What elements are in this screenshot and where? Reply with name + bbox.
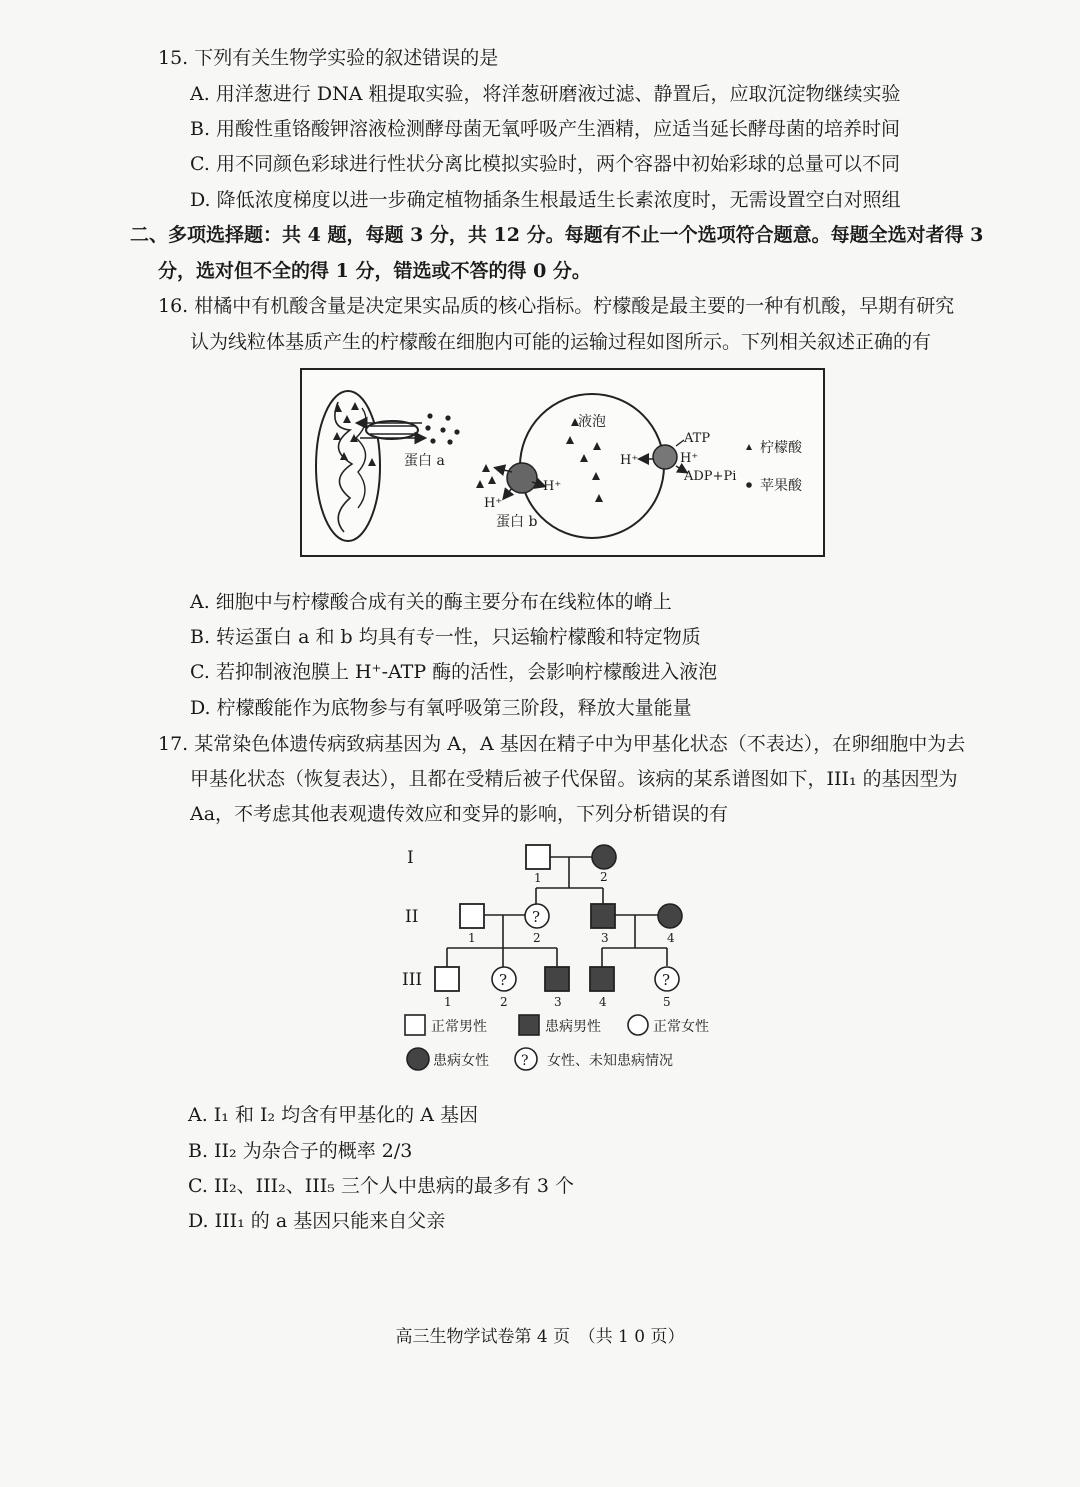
gen-label-II: II [405,907,419,927]
III-5-question-mark: ? [662,971,671,989]
legend-malic-acid: 苹果酸 [760,478,802,494]
num-I-2: 2 [600,870,608,884]
num-III-1: 1 [444,995,452,1009]
section2-title-line2: 分，选对但不全的得 1 分，错选或不答的得 0 分。 [158,260,591,282]
pedigree-chart [395,838,735,1078]
citric-acid-transport-figure [300,368,826,558]
III-2-question-mark: ? [499,971,508,989]
num-III-3: 3 [554,995,562,1009]
q17-option-a: A. I₁ 和 I₂ 均含有甲基化的 A 基因 [188,1104,478,1126]
h-plus-label-atpase-left: H⁺ [620,453,639,468]
gen-label-I: I [407,848,414,868]
q17-option-b: B. II₂ 为杂合子的概率 2/3 [188,1140,413,1162]
q16-option-c: C. 若抑制液泡膜上 H⁺-ATP 酶的活性，会影响柠檬酸进入液泡 [190,661,718,683]
num-II-3: 3 [601,931,609,945]
I-2-affected-female [592,845,616,869]
h-plus-label-atpase-right: H⁺ [680,451,699,466]
q15-option-d: D. 降低浓度梯度以进一步确定植物插条生根最适生长素浓度时，无需设置空白对照组 [190,189,901,211]
q17-option-d: D. III₁ 的 a 基因只能来自父亲 [188,1210,446,1232]
h-atpase [653,445,677,469]
legend-citric-acid: 柠檬酸 [760,440,802,456]
q17-stem-line2: 甲基化状态（恢复表达），且都在受精后被子代保留。该病的某系谱图如下，III₁ 的基因型为 [190,768,958,790]
legend-affected-male: 患病男性 [545,1019,601,1035]
II-4-affected-female [658,904,682,928]
legend-unknown-female: 女性、未知患病情况 [547,1053,673,1069]
q16-option-d: D. 柠檬酸能作为底物参与有氧呼吸第三阶段，释放大量能量 [190,697,692,719]
q17-stem-line3: Aa，不考虑其他表观遗传效应和变异的影响，下列分析错误的有 [190,803,729,825]
III-4-affected-male [590,967,614,991]
atp-label: ATP [684,431,711,446]
adp-pi-label: ADP+Pi [684,469,737,484]
h-plus-label-b-inside: H⁺ [543,479,562,494]
num-I-1: 1 [534,871,542,885]
q17-stem-line1: 17. 某常染色体遗传病致病基因为 A，A 基因在精子中为甲基化状态（不表达），在卵细胞中为去 [158,733,966,755]
section2-title-line1: 二、多项选择题：共 4 题，每题 3 分，共 12 分。每题有不止一个选项符合题意。每题全选对者得 3 [130,224,984,246]
protein-a-label: 蛋白 a [404,453,445,469]
q17-option-c: C. II₂、III₂、III₅ 三个人中患病的最多有 3 个 [188,1175,575,1197]
q16-option-a: A. 细胞中与柠檬酸合成有关的酶主要分布在线粒体的嵴上 [190,591,672,613]
q16-stem-line2: 认为线粒体基质产生的柠檬酸在细胞内可能的运输过程如图所示。下列相关叙述正确的有 [190,331,932,353]
q15-option-a: A. 用洋葱进行 DNA 粗提取实验，将洋葱研磨液过滤、静置后，应取沉淀物继续实验 [190,83,901,105]
page-footer: 高三生物学试卷第 4 页 （共 1 0 页） [395,1327,685,1347]
q15-option-c: C. 用不同颜色彩球进行性状分离比模拟实验时，两个容器中初始彩球的总量可以不同 [190,153,900,175]
num-II-4: 4 [667,931,675,945]
q16-stem-line1: 16. 柑橘中有机酸含量是决定果实品质的核心指标。柠檬酸是最主要的一种有机酸，早期有研究 [158,295,955,317]
II-3-affected-male [591,904,615,928]
h-plus-label-b-outside: H⁺ [484,496,503,511]
legend-affected-female-symbol [407,1048,429,1070]
vacuole-label: 液泡 [578,414,606,430]
q16-option-b: B. 转运蛋白 a 和 b 均具有专一性，只运输柠檬酸和特定物质 [190,626,701,648]
legend-normal-female-symbol [628,1015,648,1035]
legend-unknown-question-mark: ? [521,1053,529,1069]
III-3-affected-male [545,967,569,991]
legend-normal-male-symbol [405,1015,425,1035]
II-1-normal-male [460,904,484,928]
num-III-5: 5 [663,995,671,1009]
num-III-2: 2 [500,995,508,1009]
protein-b-label: 蛋白 b [496,514,538,530]
II-2-question-mark: ? [532,908,541,926]
legend-normal-male: 正常男性 [431,1019,487,1035]
III-1-normal-male [435,967,459,991]
legend-affected-female: 患病女性 [433,1053,489,1069]
num-II-1: 1 [468,931,476,945]
legend-normal-female: 正常女性 [653,1019,709,1035]
legend-affected-male-symbol [519,1015,539,1035]
I-1-normal-male [526,845,550,869]
num-II-2: 2 [533,931,541,945]
num-III-4: 4 [599,995,607,1009]
q15-stem: 15. 下列有关生物学实验的叙述错误的是 [158,47,499,69]
q15-option-b: B. 用酸性重铬酸钾溶液检测酵母菌无氧呼吸产生酒精，应适当延长酵母菌的培养时间 [190,118,901,140]
gen-label-III: III [402,970,423,990]
